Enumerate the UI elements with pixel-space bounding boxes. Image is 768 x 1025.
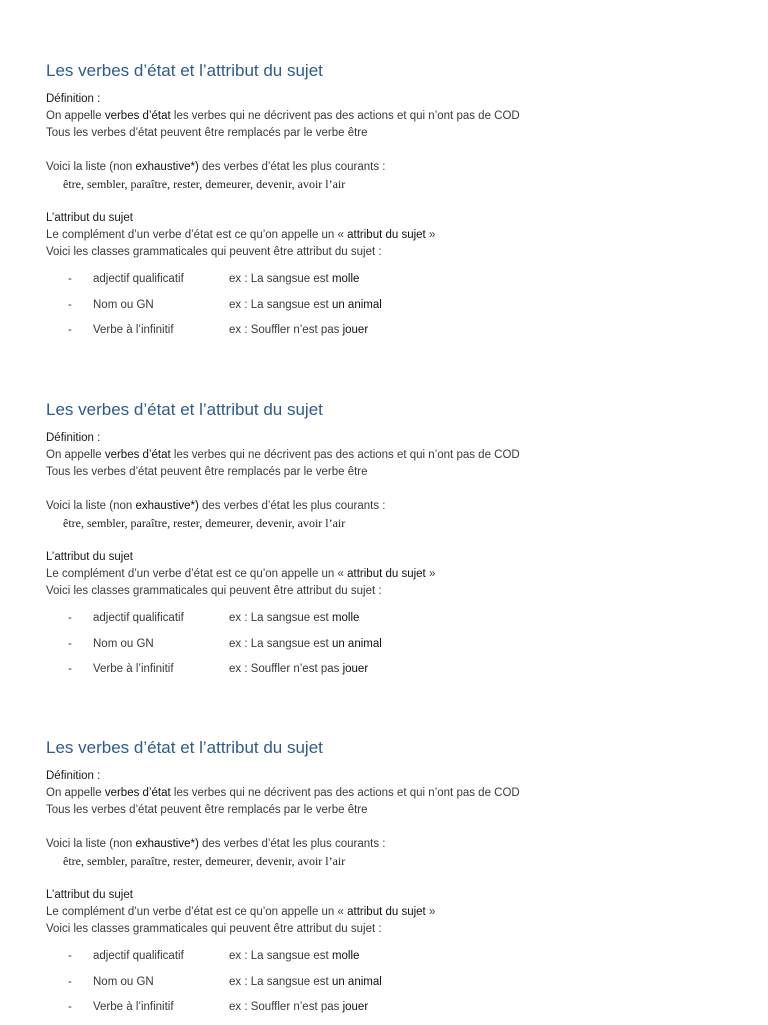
class-term: adjectif qualificatif xyxy=(93,950,184,962)
example-term: molle xyxy=(331,612,360,624)
example-prefix: ex : Souffler n’est pas xyxy=(229,663,343,675)
verb-list: être, sembler, paraître, rester, demeurer, devenir, avoir l’air xyxy=(63,177,346,191)
attribut-prefix: Le complément d’un verbe d’état est ce qu’on appelle un « xyxy=(46,568,348,580)
list-term: exhaustive*) xyxy=(135,500,199,512)
definition-suffix: les verbes qui ne décrivent pas des actions et qui n’ont pas de COD xyxy=(170,787,520,799)
attribut-suffix: » xyxy=(425,568,436,580)
attribut-definition xyxy=(46,566,746,583)
attribut-prefix: Le complément d’un verbe d’état est ce qu’on appelle un « xyxy=(46,229,348,241)
attribut-suffix: » xyxy=(425,906,436,918)
list-item xyxy=(46,948,746,974)
definition-label: Définition : xyxy=(46,432,101,444)
class-term: adjectif qualificatif xyxy=(93,612,184,624)
class-example xyxy=(229,610,359,627)
example-term: un animal xyxy=(331,298,382,311)
attribut-heading: L’attribut du sujet xyxy=(46,551,133,563)
definition-prefix: On appelle xyxy=(46,110,105,122)
list-item xyxy=(46,661,746,687)
definition-suffix: les verbes qui ne décrivent pas des actions et qui n’ont pas de COD xyxy=(170,449,520,461)
list-suffix: des verbes d’état les plus courants : xyxy=(198,500,386,512)
example-term: molle xyxy=(331,950,360,962)
attribut-definition xyxy=(46,904,746,921)
attribut-heading: L’attribut du sujet xyxy=(46,212,133,224)
definition-label: Définition : xyxy=(46,93,101,105)
list-item xyxy=(46,297,746,323)
bullet-dash: - xyxy=(68,975,72,988)
definition-suffix: les verbes qui ne décrivent pas des actions et qui n’ont pas de COD xyxy=(170,110,520,122)
bullet-dash: - xyxy=(68,324,72,336)
definition-line-1 xyxy=(46,447,746,464)
section-title: Les verbes d’état et l’attribut du sujet xyxy=(46,400,323,419)
example-prefix: ex : Souffler n’est pas xyxy=(229,1001,343,1013)
list-intro xyxy=(46,836,746,853)
bullet-dash: - xyxy=(68,1001,72,1013)
example-prefix: ex : La sangsue est xyxy=(229,273,332,285)
example-term: jouer xyxy=(342,663,369,675)
attribut-term: attribut du sujet xyxy=(347,229,426,241)
bullet-dash: - xyxy=(68,950,72,962)
verb-list: être, sembler, paraître, rester, demeurer, devenir, avoir l’air xyxy=(63,854,346,868)
section-title: Les verbes d’état et l’attribut du sujet xyxy=(46,61,323,80)
bullet-dash: - xyxy=(68,273,72,285)
class-term: Nom ou GN xyxy=(93,975,154,988)
example-prefix: ex : La sangsue est xyxy=(229,950,332,962)
example-term: molle xyxy=(331,273,360,285)
lesson-section-1 xyxy=(46,60,746,348)
definition-line-2: Tous les verbes d’état peuvent être remplacés par le verbe être xyxy=(46,466,368,478)
class-term: adjectif qualificatif xyxy=(93,273,184,285)
bullet-dash: - xyxy=(68,298,72,311)
example-prefix: ex : La sangsue est xyxy=(229,612,332,624)
class-term: Verbe à l’infinitif xyxy=(93,324,174,336)
example-term: jouer xyxy=(342,324,369,336)
class-example xyxy=(229,271,359,288)
class-example xyxy=(229,974,382,991)
list-suffix: des verbes d’état les plus courants : xyxy=(198,161,386,173)
example-prefix: ex : La sangsue est xyxy=(229,298,332,311)
definition-line-2: Tous les verbes d’état peuvent être remplacés par le verbe être xyxy=(46,804,368,816)
classes-list xyxy=(46,948,746,1025)
list-item xyxy=(46,322,746,348)
section-title: Les verbes d’état et l’attribut du sujet xyxy=(46,738,323,757)
class-example xyxy=(229,297,382,314)
classes-list xyxy=(46,610,746,687)
class-example xyxy=(229,636,382,653)
example-term: un animal xyxy=(331,975,382,988)
definition-term: verbes d’état xyxy=(104,787,171,799)
attribut-term: attribut du sujet xyxy=(347,906,426,918)
example-prefix: ex : La sangsue est xyxy=(229,637,332,650)
class-example xyxy=(229,948,359,965)
definition-prefix: On appelle xyxy=(46,449,105,461)
definition-prefix: On appelle xyxy=(46,787,105,799)
class-term: Nom ou GN xyxy=(93,637,154,650)
class-example xyxy=(229,322,368,339)
class-term: Verbe à l’infinitif xyxy=(93,663,174,675)
list-intro xyxy=(46,498,746,515)
list-intro xyxy=(46,159,746,176)
list-suffix: des verbes d’état les plus courants : xyxy=(198,838,386,850)
attribut-heading: L’attribut du sujet xyxy=(46,889,133,901)
list-item xyxy=(46,974,746,1000)
attribut-prefix: Le complément d’un verbe d’état est ce qu’on appelle un « xyxy=(46,906,348,918)
bullet-dash: - xyxy=(68,612,72,624)
classes-intro: Voici les classes grammaticales qui peuvent être attribut du sujet : xyxy=(46,923,382,935)
definition-term: verbes d’état xyxy=(104,110,171,122)
classes-intro: Voici les classes grammaticales qui peuvent être attribut du sujet : xyxy=(46,246,382,258)
class-term: Verbe à l’infinitif xyxy=(93,1001,174,1013)
verb-list: être, sembler, paraître, rester, demeurer, devenir, avoir l’air xyxy=(63,516,346,530)
list-prefix: Voici la liste (non xyxy=(46,838,136,850)
list-prefix: Voici la liste (non xyxy=(46,161,136,173)
list-item xyxy=(46,636,746,662)
example-term: jouer xyxy=(342,1001,369,1013)
list-item xyxy=(46,999,746,1025)
list-prefix: Voici la liste (non xyxy=(46,500,136,512)
definition-line-2: Tous les verbes d’état peuvent être remplacés par le verbe être xyxy=(46,127,368,139)
definition-term: verbes d’état xyxy=(104,449,171,461)
list-item xyxy=(46,271,746,297)
definition-line-1 xyxy=(46,785,746,802)
bullet-dash: - xyxy=(68,663,72,675)
class-example xyxy=(229,999,368,1016)
class-term: Nom ou GN xyxy=(93,298,154,311)
list-term: exhaustive*) xyxy=(135,838,199,850)
attribut-suffix: » xyxy=(425,229,436,241)
list-item xyxy=(46,610,746,636)
classes-list xyxy=(46,271,746,348)
attribut-definition xyxy=(46,227,746,244)
example-prefix: ex : Souffler n’est pas xyxy=(229,324,343,336)
attribut-term: attribut du sujet xyxy=(347,568,426,580)
bullet-dash: - xyxy=(68,637,72,650)
example-term: un animal xyxy=(331,637,382,650)
list-term: exhaustive*) xyxy=(135,161,199,173)
lesson-section-3 xyxy=(46,737,746,1025)
definition-line-1 xyxy=(46,108,746,125)
class-example xyxy=(229,661,368,678)
lesson-section-2 xyxy=(46,399,746,687)
example-prefix: ex : La sangsue est xyxy=(229,975,332,988)
classes-intro: Voici les classes grammaticales qui peuvent être attribut du sujet : xyxy=(46,585,382,597)
definition-label: Définition : xyxy=(46,770,101,782)
